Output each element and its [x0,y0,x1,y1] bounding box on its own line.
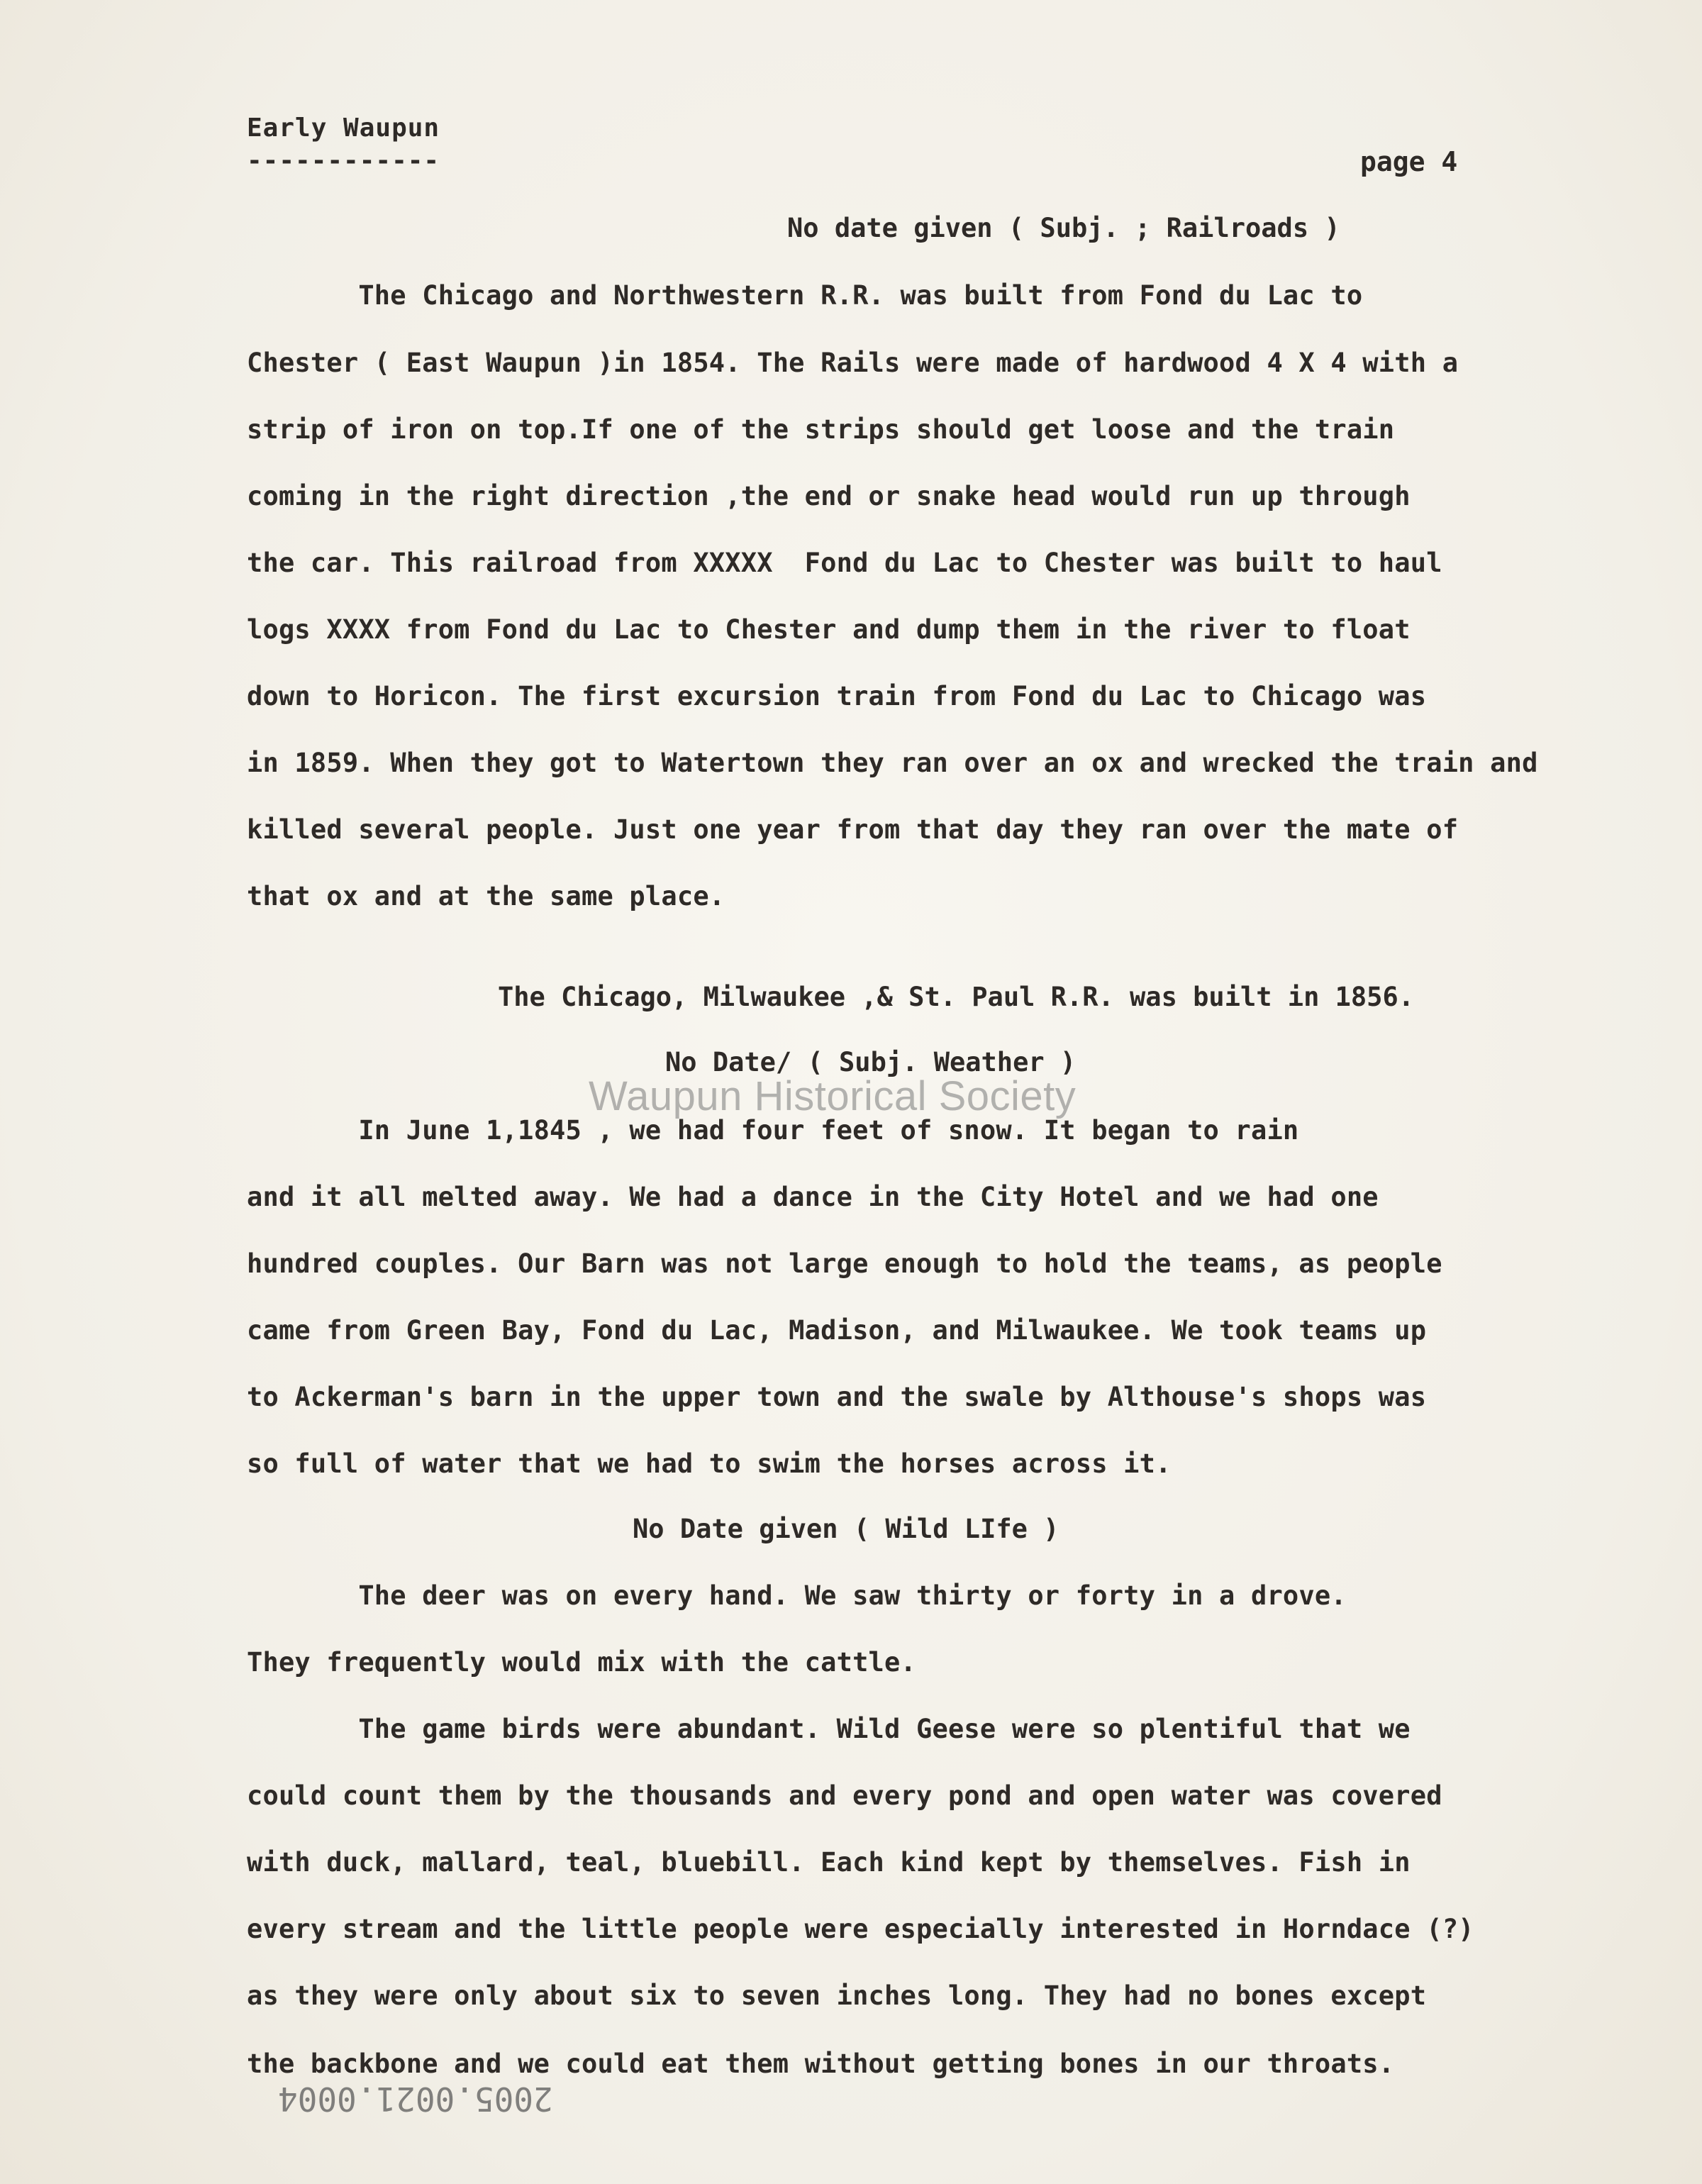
text-line: hundred couples. Our Barn was not large enough to hold the teams, as people [247,1248,1442,1279]
text-line: in 1859. When they got to Watertown they ran over an ox and wrecked the train and [247,748,1538,778]
text-line: the car. This railroad from XXXXX Fond du Lac to Chester was built to haul [247,548,1442,578]
text-line: The game birds were abundant. Wild Geese were so plentiful that we [247,1714,1411,1744]
text-line: as they were only about six to seven inches long. They had no bones except [247,1980,1427,2011]
milwaukee-railroad-line: The Chicago, Milwaukee ,& St. Paul R.R. was built in 1856. [498,982,1415,1012]
text-line: strip of iron on top.If one of the strips should get loose and the train [247,414,1395,445]
text-line: to Ackerman's barn in the upper town and the swale by Althouse's shops was [247,1382,1427,1412]
text-line: They frequently would mix with the cattle. [247,1647,916,1678]
document-title: Early Waupun [247,113,440,143]
text-line: The Chicago and Northwestern R.R. was built from Fond du Lac to [247,280,1363,311]
text-line: The deer was on every hand. We saw thirty or forty in a drove. [247,1580,1347,1611]
text-line: could count them by the thousands and every pond and open water was covered [247,1780,1442,1811]
section-heading-railroads: No date given ( Subj. ; Railroads ) [787,213,1340,243]
page-number: page 4 [1360,146,1458,177]
text-line: came from Green Bay, Fond du Lac, Madison, and Milwaukee. We took teams up [247,1315,1427,1346]
title-underline: ------------ [247,146,440,175]
text-line: logs XXXX from Fond du Lac to Chester and dump them in the river to float [247,614,1411,645]
text-line: every stream and the little people were especially interested in Horndace (?) [247,1914,1474,1944]
text-line: killed several people. Just one year from that day they ran over the mate of [247,814,1459,845]
text-line: coming in the right direction ,the end or snake head would run up through [247,481,1411,511]
watermark: Waupun Historical Society [589,1073,1077,1119]
text-line: and it all melted away. We had a dance in the City Hotel and we had one [247,1182,1379,1212]
section-heading-wildlife: No Date given ( Wild LIfe ) [633,1514,1059,1544]
text-line: with duck, mallard, teal, bluebill. Each kind kept by themselves. Fish in [247,1847,1411,1878]
text-line: In June 1,1845 , we had four feet of snow. It began to rain [247,1115,1299,1146]
section-heading-weather: No Date/ ( Subj. Weather ) [665,1047,1077,1077]
text-line: down to Horicon. The first excursion train from Fond du Lac to Chicago was [247,681,1427,711]
text-line: that ox and at the same place. [247,881,725,911]
accession-number: 2005.0021.0004 [278,2080,553,2118]
text-line: so full of water that we had to swim the horses across it. [247,1448,1172,1479]
text-line: the backbone and we could eat them without getting bones in our throats. [247,2049,1395,2079]
text-line: Chester ( East Waupun )in 1854. The Rails were made of hardwood 4 X 4 with a [247,348,1459,378]
